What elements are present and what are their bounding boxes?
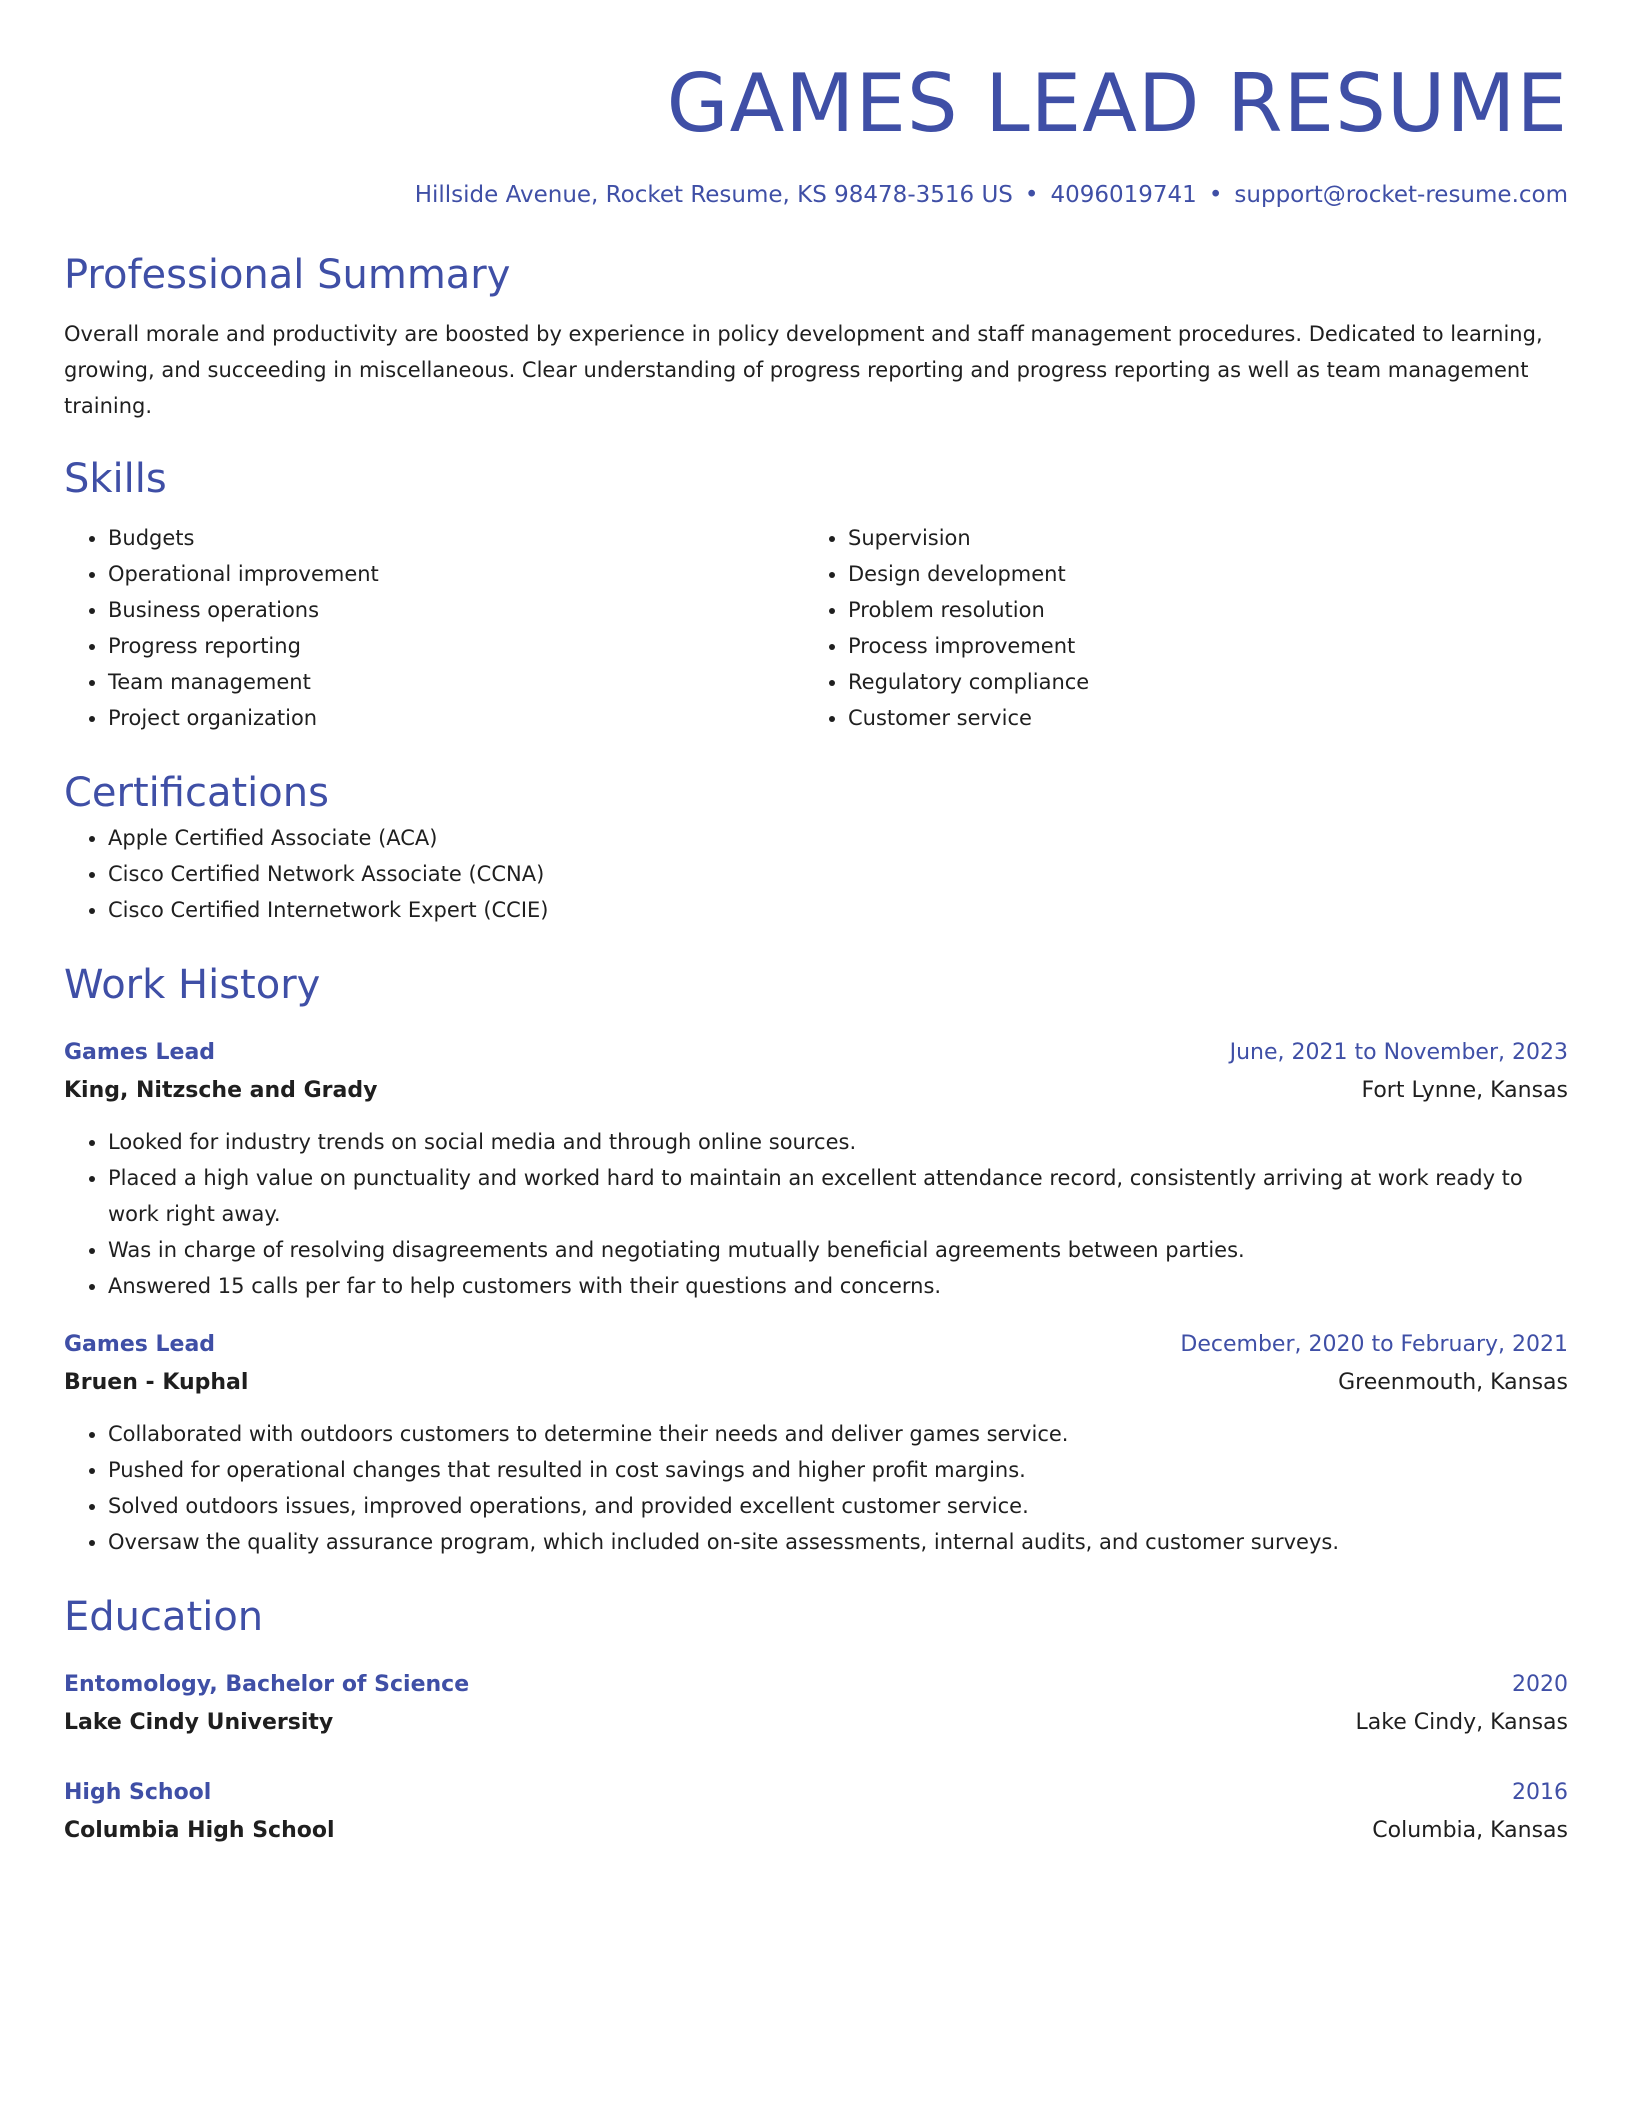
job-bullets	[64, 1124, 1568, 1304]
education-entry-header	[64, 1666, 1568, 1704]
section-title-work-history: Work History	[64, 962, 321, 1008]
job-title: Games Lead	[64, 1040, 216, 1065]
certification-item: • Apple Certified Associate (ACA)	[108, 820, 1568, 856]
skill-item: • Team management	[108, 664, 804, 700]
job-bullet: • Collaborated with outdoors customers to determine their needs and deliver games service.	[108, 1416, 1568, 1452]
job-location: Fort Lynne, Kansas	[1361, 1078, 1568, 1103]
degree-name: High School	[64, 1780, 212, 1805]
skill-item: • Progress reporting	[108, 628, 804, 664]
job-bullet: • Oversaw the quality assurance program, which included on-site assessments, internal audits, and customer surveys.	[108, 1524, 1568, 1560]
contact-address: Hillside Avenue, Rocket Resume, KS 98478-3516 US	[414, 182, 1013, 208]
job-bullet: • Solved outdoors issues, improved operations, and provided excellent customer service.	[108, 1488, 1568, 1524]
skill-item: • Regulatory compliance	[848, 664, 1544, 700]
job-dates: June, 2021 to November, 2023	[1229, 1040, 1568, 1065]
job-bullet: • Looked for industry trends on social media and through online sources.	[108, 1124, 1568, 1160]
skills-list-left	[64, 520, 804, 736]
work-entry-header	[64, 1034, 1568, 1072]
skills-list-right	[804, 520, 1544, 736]
education-entry-subheader	[64, 1812, 1568, 1850]
education-entry-header	[64, 1774, 1568, 1812]
work-entry-header	[64, 1326, 1568, 1364]
summary-text: Overall morale and productivity are boosted by experience in policy development and staff management procedures. Dedicated to learning, growing, and succeeding in miscellaneous. Clear understanding of progress reporting and progress reporting as well as team management training.	[64, 322, 1543, 418]
job-location: Greenmouth, Kansas	[1338, 1370, 1568, 1395]
resume-header	[64, 50, 1568, 210]
school-location: Columbia, Kansas	[1372, 1818, 1568, 1843]
certifications-list	[64, 820, 1568, 928]
school-name: Lake Cindy University	[64, 1710, 334, 1735]
company-name: Bruen - Kuphal	[64, 1370, 249, 1395]
skill-item: • Customer service	[848, 700, 1544, 736]
skill-item: • Operational improvement	[108, 556, 804, 592]
work-entry	[64, 1034, 1568, 1304]
job-bullet: • Pushed for operational changes that resulted in cost savings and higher profit margins.	[108, 1452, 1568, 1488]
job-dates: December, 2020 to February, 2021	[1180, 1332, 1568, 1357]
school-location: Lake Cindy, Kansas	[1355, 1710, 1568, 1735]
job-bullet: • Placed a high value on punctuality and worked hard to maintain an excellent attendance record, consistently arriving at work ready to work right away.	[108, 1160, 1568, 1232]
contact-email: support@rocket-resume.com	[1234, 182, 1568, 208]
skill-item: • Design development	[848, 556, 1544, 592]
skill-item: • Process improvement	[848, 628, 1544, 664]
certification-item: • Cisco Certified Network Associate (CCNA)	[108, 856, 1568, 892]
resume-title: GAMES LEAD RESUME	[666, 57, 1568, 150]
job-title: Games Lead	[64, 1332, 216, 1357]
skill-item: • Problem resolution	[848, 592, 1544, 628]
skill-item: • Budgets	[108, 520, 804, 556]
job-bullet: • Answered 15 calls per far to help customers with their questions and concerns.	[108, 1268, 1568, 1304]
work-entry-subheader	[64, 1364, 1568, 1402]
education-entry-subheader	[64, 1704, 1568, 1742]
education-entry	[64, 1774, 1568, 1850]
section-title-education: Education	[64, 1594, 264, 1640]
degree-name: Entomology, Bachelor of Science	[64, 1672, 470, 1697]
contact-phone: 4096019741	[1050, 182, 1197, 208]
work-entry	[64, 1326, 1568, 1560]
school-name: Columbia High School	[64, 1818, 335, 1843]
skill-item: • Business operations	[108, 592, 804, 628]
company-name: King, Nitzsche and Grady	[64, 1078, 378, 1103]
section-title-skills: Skills	[64, 456, 167, 502]
section-title-summary: Professional Summary	[64, 252, 511, 298]
contact-separator: •	[1024, 182, 1039, 208]
education-entry	[64, 1666, 1568, 1742]
job-bullets	[64, 1416, 1568, 1560]
graduation-year: 2020	[1512, 1672, 1568, 1697]
skill-item: • Supervision	[848, 520, 1544, 556]
work-entry-subheader	[64, 1072, 1568, 1110]
skill-item: • Project organization	[108, 700, 804, 736]
graduation-year: 2016	[1512, 1780, 1568, 1805]
skills-grid	[64, 520, 1568, 736]
certification-item: • Cisco Certified Internetwork Expert (CCIE)	[108, 892, 1568, 928]
contact-line	[64, 180, 1568, 210]
job-bullet: • Was in charge of resolving disagreements and negotiating mutually beneficial agreements between parties.	[108, 1232, 1568, 1268]
contact-separator: •	[1208, 182, 1223, 208]
section-title-certifications: Certifications	[64, 770, 329, 816]
